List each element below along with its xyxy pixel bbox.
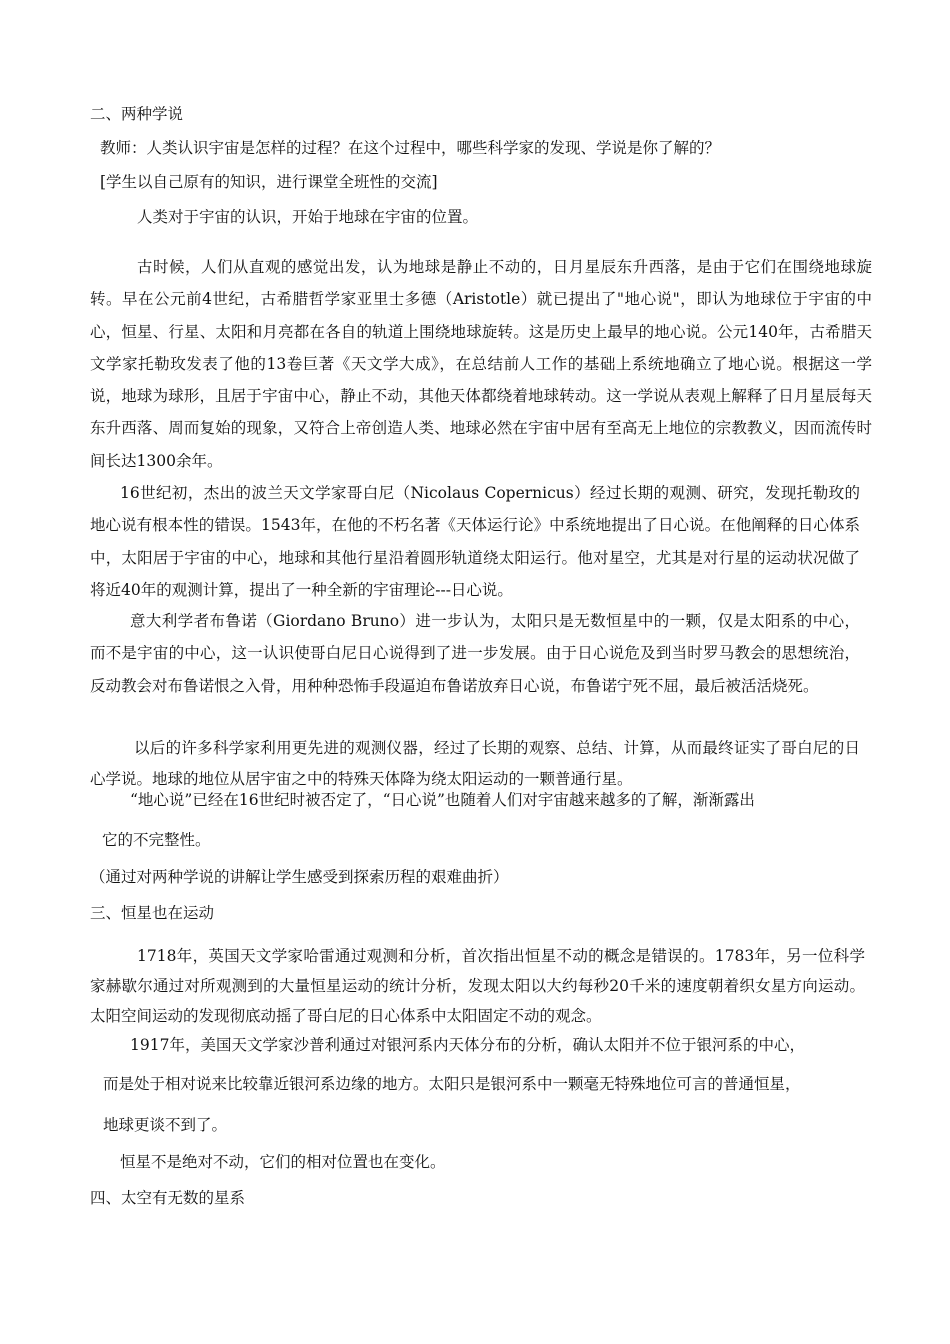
halley-paragraph: 1718年，英国天文学家哈雷通过观测和分析，首次指出恒星不动的概念是错误的。1783年，另一位科学家赫歇尔通过对所观测到的大量恒星运动的统计分析，发现太阳以大约每秒20千米的速度朝着织女星方向运动。太阳空间运动的发现彻底动摇了哥白尼的日心体系中太阳固定不动的观念。 xyxy=(90,947,865,1025)
teacher-question: 教师：人类认识宇宙是怎样的过程？在这个过程中，哪些科学家的发现、学说是你了解的？ xyxy=(100,139,721,157)
intro-paragraph: 人类对于宇宙的认识，开始于地球在宇宙的位置。 xyxy=(137,208,479,226)
shapley-line-1: 1917年，美国天文学家沙普利通过对银河系内天体分布的分析，确认太阳并不位于银河系的中心， xyxy=(130,1036,805,1054)
teaching-note: （通过对两种学说的讲解让学生感受到探索历程的艰难曲折） xyxy=(90,868,509,886)
copernicus-paragraph: 16世纪初，杰出的波兰天文学家哥白尼（Nicolaus Copernicus）经过长期的观测、研究，发现托勒玫的地心说有根本性的错误。1543年，在他的不朽名著《天体运行论》中系统地提出了日心说。在他阐释的日心体系中，太阳居于宇宙的中心，地球和其他行星沿着圆形轨道绕太阳运行。他对星空，尤其是对行星的运动状况做了将近40年的观测计算，提出了一种全新的宇宙理论---日心说。 xyxy=(90,484,860,599)
bruno-paragraph: 意大利学者布鲁诺（Giordano Bruno）进一步认为，太阳只是无数恒星中的一颗，仅是太阳系的中心，而不是宇宙的中心，这一认识使哥白尼日心说得到了进一步发展。由于日心说危及到当时罗马教会的思想统治，反动教会对布鲁诺恨之入骨，用种种恐怖手段逼迫布鲁诺放弃日心说，布鲁诺宁死不屈，最后被活活烧死。 xyxy=(90,612,860,695)
stars-summary: 恒星不是绝对不动，它们的相对位置也在变化。 xyxy=(120,1153,446,1171)
shapley-line-3: 地球更谈不到了。 xyxy=(103,1116,228,1134)
shapley-line-2: 而是处于相对说来比较靠近银河系边缘的地方。太阳只是银河系中一颗毫无特殊地位可言的普通恒星， xyxy=(103,1075,801,1093)
student-activity-note: [学生以自己原有的知识，进行课堂全班性的交流] xyxy=(100,173,438,191)
section-three-heading: 三、恒星也在运动 xyxy=(90,904,215,922)
conclusion-line-2: 它的不完整性。 xyxy=(102,831,211,849)
conclusion-line-1: “地心说”已经在16世纪时被否定了，“日心说”也随着人们对宇宙越来越多的了解，渐渐露出 xyxy=(130,791,755,809)
geocentric-paragraph: 古时候，人们从直观的感觉出发，认为地球是静止不动的，日月星辰东升西落，是由于它们在围绕地球旋转。早在公元前4世纪，古希腊哲学家亚里士多德（Aristotle）就已提出了"地心说"，即认为地球位于宇宙的中心，恒星、行星、太阳和月亮都在各自的轨道上围绕地球旋转。这是历史上最早的地心说。公元140年，古希腊天文学家托勒玫发表了他的13卷巨著《天文学大成》，在总结前人工作的基础上系统地确立了地心说。根据这一学说，地球为球形，且居于宇宙中心，静止不动，其他天体都绕着地球转动。这一学说从表观上解释了日月星辰每天东升西落、周而复始的现象，又符合上帝创造人类、地球必然在宇宙中居有至高无上地位的宗教教义，因而流传时间长达1300余年。 xyxy=(90,258,872,470)
later-scientists-paragraph: 以后的许多科学家利用更先进的观测仪器，经过了长期的观察、总结、计算，从而最终证实了哥白尼的日心学说。地球的地位从居宇宙之中的特殊天体降为绕太阳运动的一颗普通行星。 xyxy=(90,739,860,788)
section-four-heading: 四、太空有无数的星系 xyxy=(90,1189,246,1207)
section-two-heading: 二、两种学说 xyxy=(90,105,184,123)
